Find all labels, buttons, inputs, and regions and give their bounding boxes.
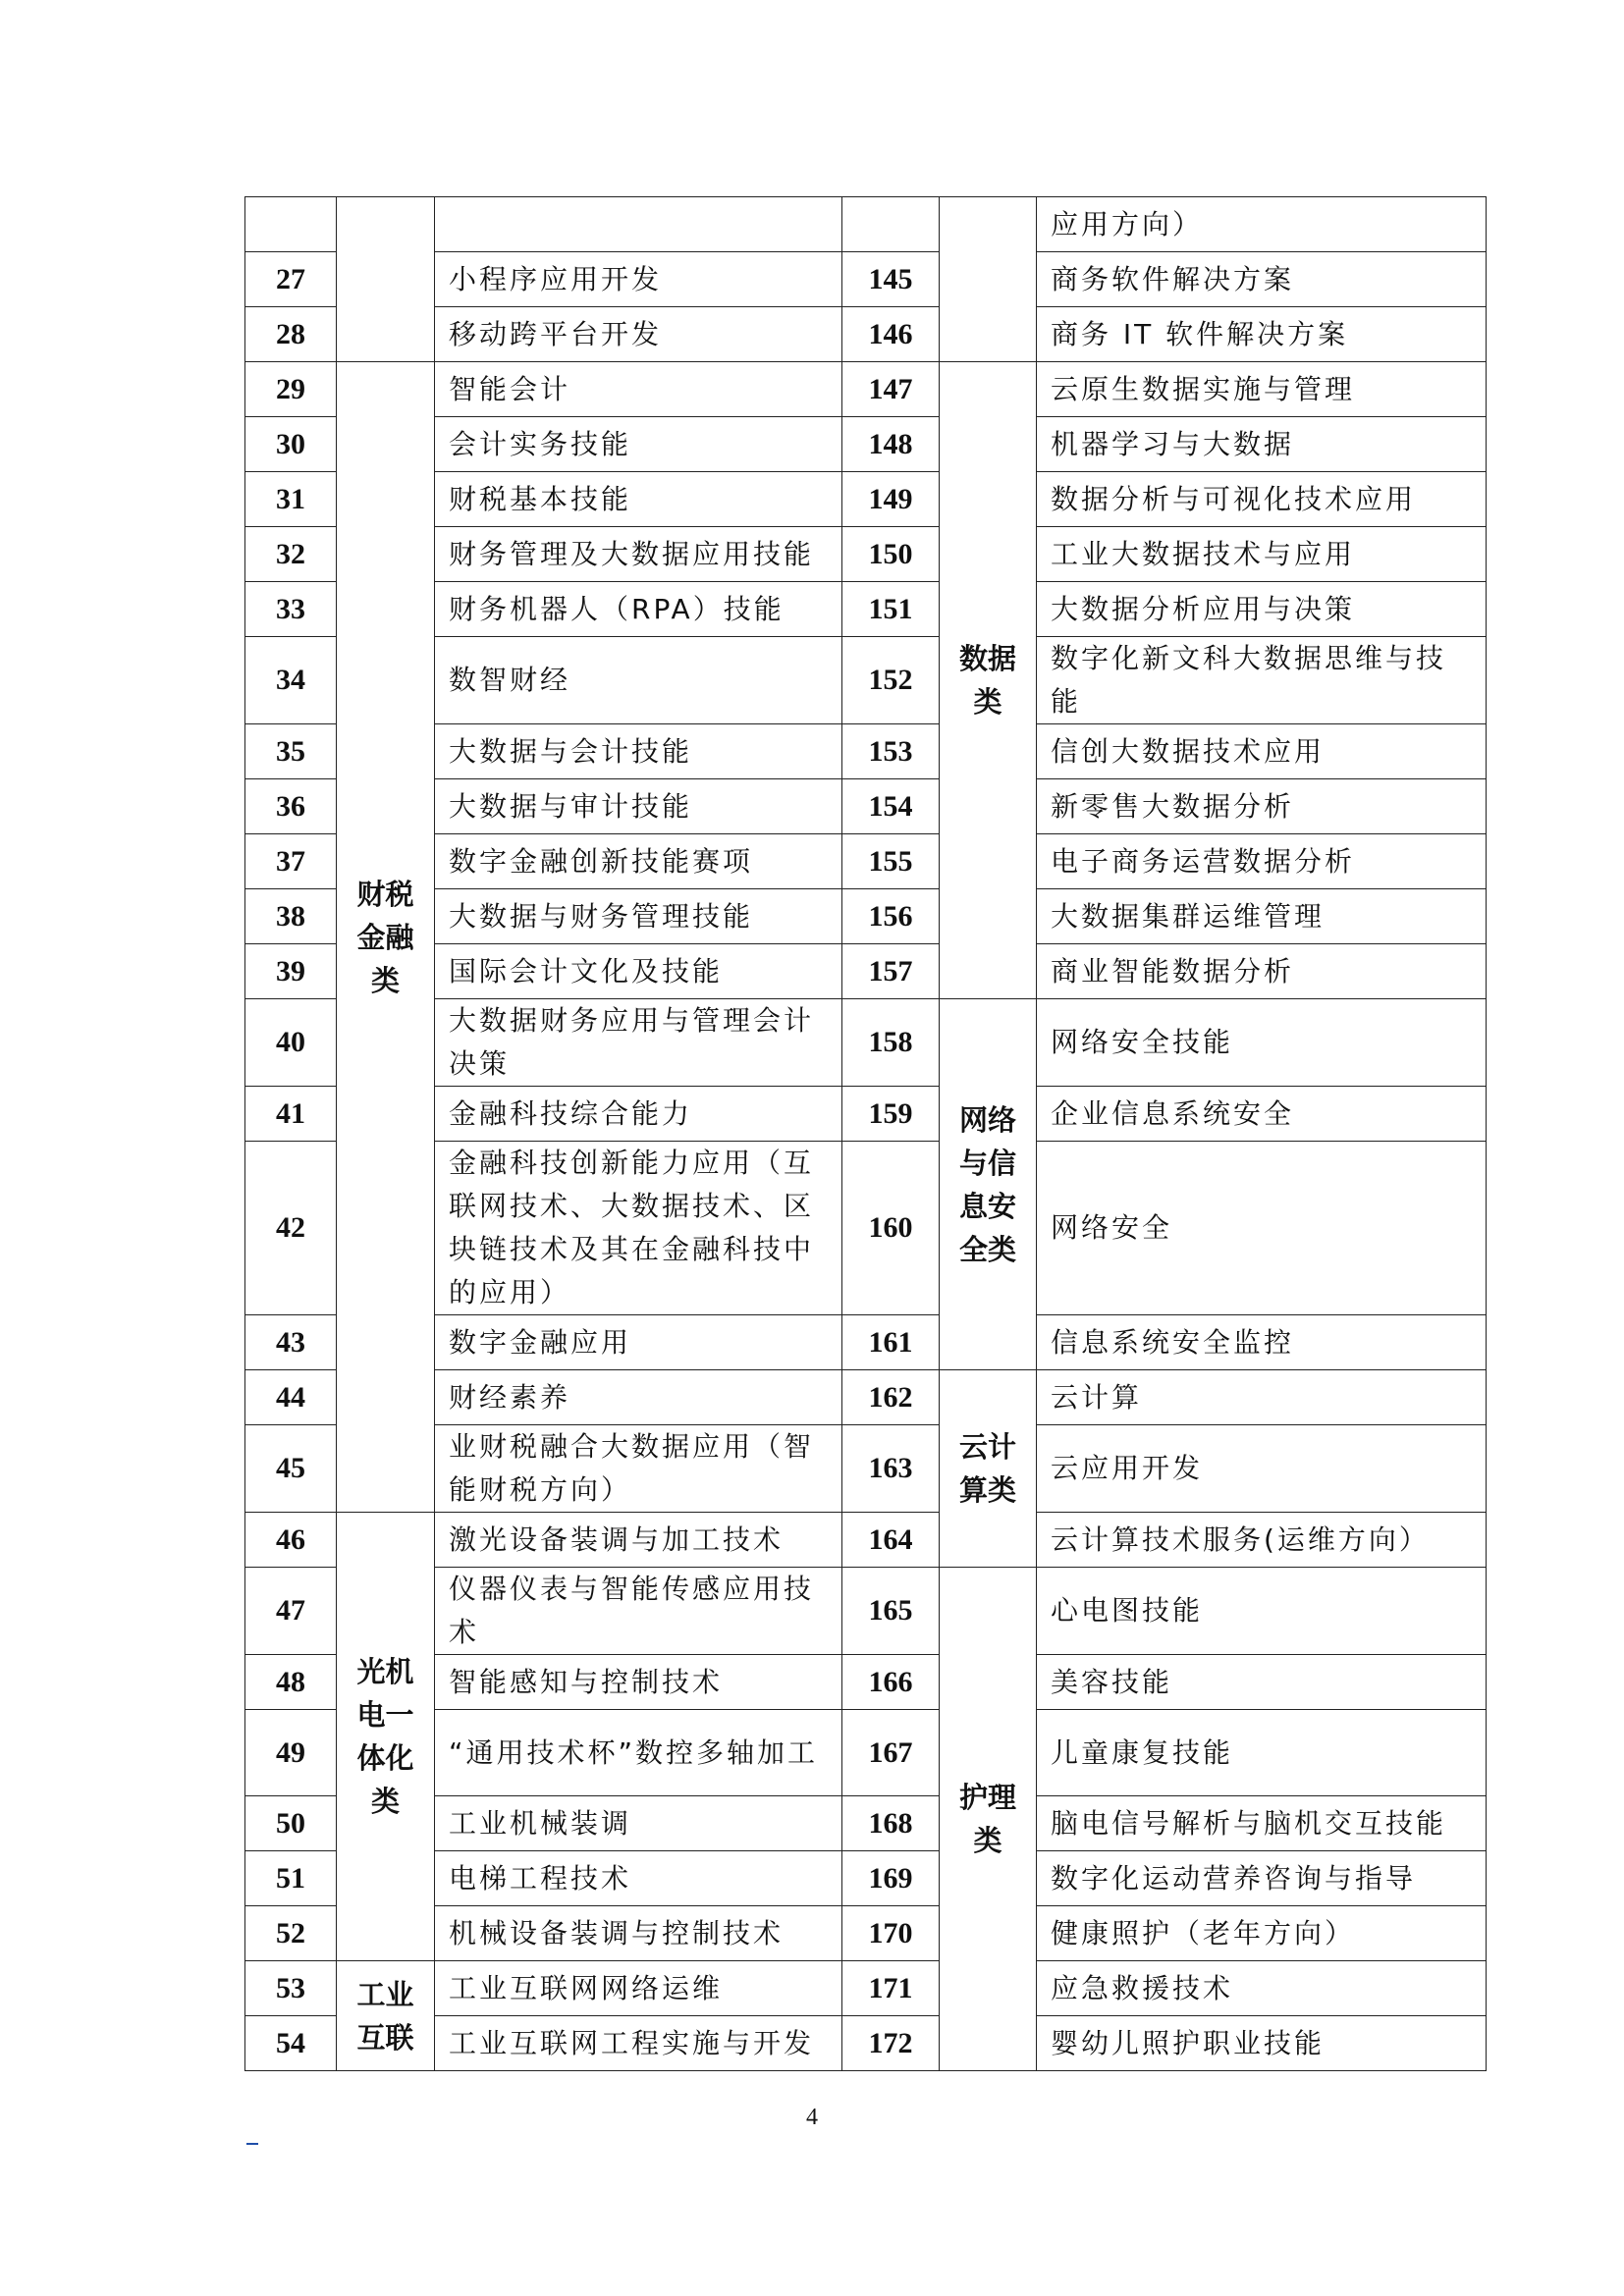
left-item-name: 国际会计文化及技能	[435, 944, 842, 999]
left-item-name: 工业互联网工程实施与开发	[435, 2016, 842, 2071]
right-item-name: 工业大数据技术与应用	[1037, 527, 1487, 582]
right-row-number: 168	[842, 1796, 940, 1851]
left-item-name: 大数据财务应用与管理会计决策	[435, 999, 842, 1087]
row-number: 33	[245, 582, 337, 637]
right-item-name: 商务 IT 软件解决方案	[1037, 307, 1487, 362]
row-number: 32	[245, 527, 337, 582]
right-item-name: 美容技能	[1037, 1655, 1487, 1710]
left-item-name: 智能会计	[435, 362, 842, 417]
right-row-number: 157	[842, 944, 940, 999]
left-item-name: 电梯工程技术	[435, 1851, 842, 1906]
right-row-number: 145	[842, 252, 940, 307]
right-item-name: 健康照护（老年方向）	[1037, 1906, 1487, 1961]
right-row-number: 151	[842, 582, 940, 637]
left-item-name: 移动跨平台开发	[435, 307, 842, 362]
row-number: 41	[245, 1087, 337, 1142]
competition-table	[244, 196, 1487, 2071]
right-item-name: 婴幼儿照护职业技能	[1037, 2016, 1487, 2071]
row-number: 38	[245, 889, 337, 944]
row-number: 37	[245, 834, 337, 889]
left-item-name: 大数据与会计技能	[435, 724, 842, 779]
left-item-name: 会计实务技能	[435, 417, 842, 472]
right-row-number: 169	[842, 1851, 940, 1906]
right-row-number: 172	[842, 2016, 940, 2071]
left-item-name: 数字金融创新技能赛项	[435, 834, 842, 889]
right-item-name: 心电图技能	[1037, 1568, 1487, 1655]
right-row-number	[842, 197, 940, 252]
right-category-cell: 网络与信息安全类	[940, 999, 1037, 1370]
left-item-name: 工业互联网网络运维	[435, 1961, 842, 2016]
right-item-name: 企业信息系统安全	[1037, 1087, 1487, 1142]
right-row-number: 171	[842, 1961, 940, 2016]
left-item-name: 金融科技综合能力	[435, 1087, 842, 1142]
row-number: 51	[245, 1851, 337, 1906]
right-item-name: 信创大数据技术应用	[1037, 724, 1487, 779]
right-item-name: 数字化新文科大数据思维与技能	[1037, 637, 1487, 724]
right-row-number: 154	[842, 779, 940, 834]
right-category-cell	[940, 197, 1037, 362]
left-item-name: 数智财经	[435, 637, 842, 724]
right-item-name: 大数据集群运维管理	[1037, 889, 1487, 944]
left-item-name: 小程序应用开发	[435, 252, 842, 307]
right-row-number: 170	[842, 1906, 940, 1961]
row-number: 43	[245, 1315, 337, 1370]
right-row-number: 156	[842, 889, 940, 944]
row-number: 30	[245, 417, 337, 472]
right-row-number: 158	[842, 999, 940, 1087]
right-row-number: 167	[842, 1710, 940, 1796]
table-row	[245, 362, 1487, 417]
right-item-name: 电子商务运营数据分析	[1037, 834, 1487, 889]
table-row	[245, 1513, 1487, 1568]
right-item-name: 商业智能数据分析	[1037, 944, 1487, 999]
table-row	[245, 197, 1487, 252]
right-item-name: 脑电信号解析与脑机交互技能	[1037, 1796, 1487, 1851]
row-number: 48	[245, 1655, 337, 1710]
row-number: 52	[245, 1906, 337, 1961]
right-item-name: 机器学习与大数据	[1037, 417, 1487, 472]
left-item-name: 数字金融应用	[435, 1315, 842, 1370]
right-row-number: 152	[842, 637, 940, 724]
right-row-number: 163	[842, 1425, 940, 1513]
right-item-name: 云应用开发	[1037, 1425, 1487, 1513]
right-item-name: 应急救援技术	[1037, 1961, 1487, 2016]
right-row-number: 166	[842, 1655, 940, 1710]
footer-mark	[246, 2143, 258, 2145]
right-item-name: 数字化运动营养咨询与指导	[1037, 1851, 1487, 1906]
right-row-number: 159	[842, 1087, 940, 1142]
right-row-number: 161	[842, 1315, 940, 1370]
row-number: 50	[245, 1796, 337, 1851]
right-item-name: 云计算	[1037, 1370, 1487, 1425]
right-category-cell: 云计算类	[940, 1370, 1037, 1568]
right-category-cell: 数据类	[940, 362, 1037, 999]
row-number: 29	[245, 362, 337, 417]
left-item-name	[435, 197, 842, 252]
right-row-number: 150	[842, 527, 940, 582]
right-row-number: 149	[842, 472, 940, 527]
row-number: 35	[245, 724, 337, 779]
right-item-name: 网络安全	[1037, 1142, 1487, 1315]
row-number: 54	[245, 2016, 337, 2071]
left-item-name: 机械设备装调与控制技术	[435, 1906, 842, 1961]
right-row-number: 164	[842, 1513, 940, 1568]
right-item-name: 新零售大数据分析	[1037, 779, 1487, 834]
right-item-name: 应用方向）	[1037, 197, 1487, 252]
right-category-cell: 护理类	[940, 1568, 1037, 2071]
row-number: 40	[245, 999, 337, 1087]
left-item-name: “通用技术杯”数控多轴加工	[435, 1710, 842, 1796]
left-category-cell: 工业互联	[337, 1961, 435, 2071]
right-item-name: 儿童康复技能	[1037, 1710, 1487, 1796]
right-row-number: 162	[842, 1370, 940, 1425]
row-number: 53	[245, 1961, 337, 2016]
row-number: 39	[245, 944, 337, 999]
left-category-cell: 光机电一体化类	[337, 1513, 435, 1961]
right-item-name: 信息系统安全监控	[1037, 1315, 1487, 1370]
left-item-name: 大数据与财务管理技能	[435, 889, 842, 944]
row-number: 45	[245, 1425, 337, 1513]
row-number: 47	[245, 1568, 337, 1655]
left-item-name: 工业机械装调	[435, 1796, 842, 1851]
right-row-number: 155	[842, 834, 940, 889]
left-item-name: 激光设备装调与加工技术	[435, 1513, 842, 1568]
right-row-number: 160	[842, 1142, 940, 1315]
left-item-name: 财务管理及大数据应用技能	[435, 527, 842, 582]
row-number: 49	[245, 1710, 337, 1796]
row-number: 36	[245, 779, 337, 834]
left-category-cell: 财税金融类	[337, 362, 435, 1513]
right-row-number: 153	[842, 724, 940, 779]
left-category-cell	[337, 197, 435, 362]
row-number	[245, 197, 337, 252]
row-number: 42	[245, 1142, 337, 1315]
left-item-name: 财税基本技能	[435, 472, 842, 527]
row-number: 27	[245, 252, 337, 307]
right-item-name: 网络安全技能	[1037, 999, 1487, 1087]
right-row-number: 148	[842, 417, 940, 472]
right-row-number: 147	[842, 362, 940, 417]
left-item-name: 智能感知与控制技术	[435, 1655, 842, 1710]
left-item-name: 仪器仪表与智能传感应用技术	[435, 1568, 842, 1655]
right-item-name: 云计算技术服务(运维方向）	[1037, 1513, 1487, 1568]
table-row	[245, 1961, 1487, 2016]
right-item-name: 云原生数据实施与管理	[1037, 362, 1487, 417]
left-item-name: 财经素养	[435, 1370, 842, 1425]
left-item-name: 金融科技创新能力应用（互联网技术、大数据技术、区块链技术及其在金融科技中的应用）	[435, 1142, 842, 1315]
right-item-name: 商务软件解决方案	[1037, 252, 1487, 307]
right-row-number: 146	[842, 307, 940, 362]
row-number: 31	[245, 472, 337, 527]
right-row-number: 165	[842, 1568, 940, 1655]
left-item-name: 大数据与审计技能	[435, 779, 842, 834]
right-item-name: 大数据分析应用与决策	[1037, 582, 1487, 637]
page-number: 4	[806, 2105, 818, 2130]
row-number: 44	[245, 1370, 337, 1425]
row-number: 46	[245, 1513, 337, 1568]
row-number: 34	[245, 637, 337, 724]
left-item-name: 财务机器人（RPA）技能	[435, 582, 842, 637]
left-item-name: 业财税融合大数据应用（智能财税方向）	[435, 1425, 842, 1513]
row-number: 28	[245, 307, 337, 362]
right-item-name: 数据分析与可视化技术应用	[1037, 472, 1487, 527]
